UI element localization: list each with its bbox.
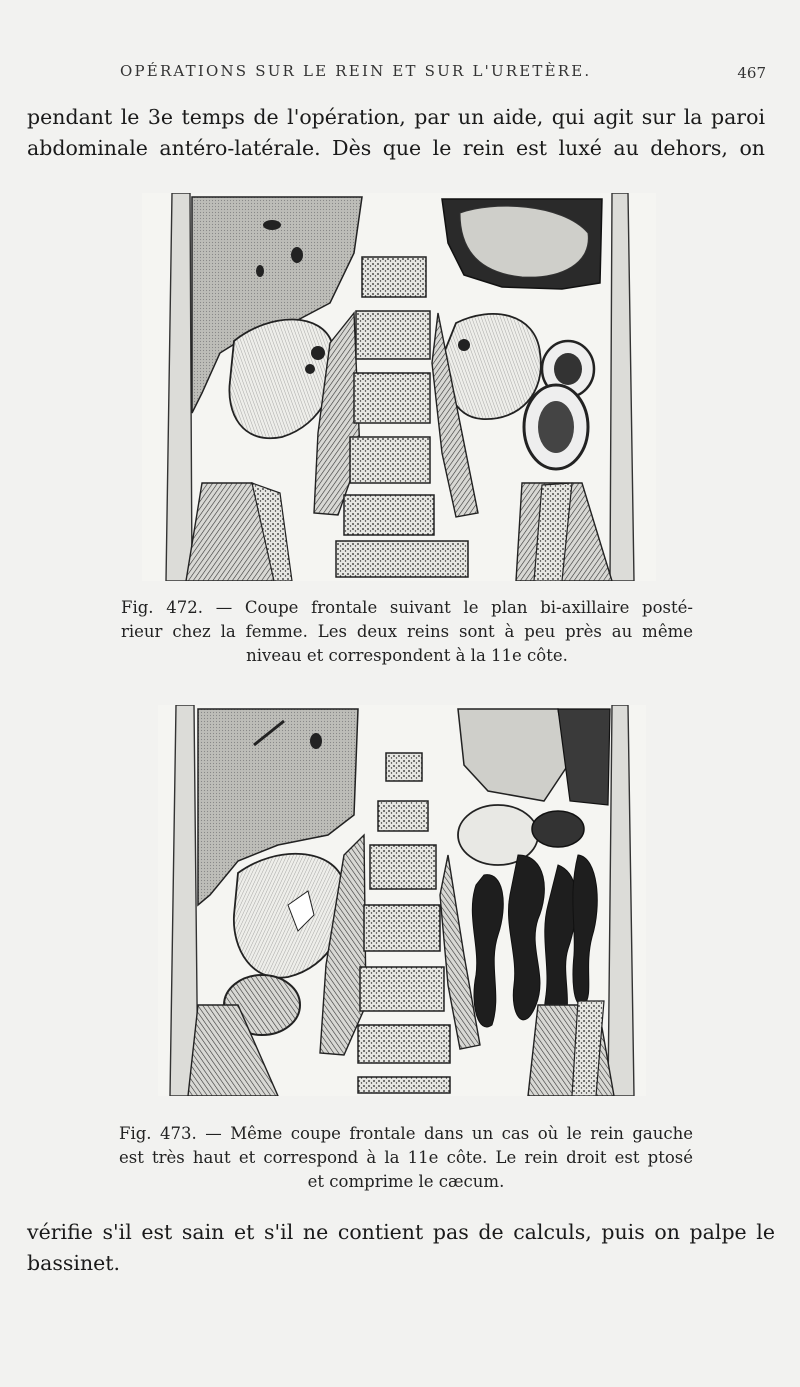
page-number: 467 <box>737 64 766 82</box>
figure-473-illustration <box>158 705 646 1096</box>
caption-line: et comprime le cæcum. <box>307 1172 505 1191</box>
text-line: bassinet. <box>27 1251 121 1275</box>
caption-line: Fig. 473. — Même coupe frontale dans un cas où le rein gauche <box>119 1124 693 1143</box>
caption-line: Fig. 472. — Coupe frontale suivant le plan bi-axillaire posté- <box>121 598 693 617</box>
figure-473-caption <box>119 1122 693 1194</box>
text-line: pendant le 3e temps de l'opération, par un aide, qui agit sur la paroi <box>27 105 765 129</box>
figure-472-illustration <box>142 193 656 581</box>
paragraph-top <box>27 102 765 164</box>
figure-472-caption <box>121 596 693 668</box>
running-title: OPÉRATIONS SUR LE REIN ET SUR L'URETÈRE. <box>120 62 592 80</box>
caption-line: niveau et correspondent à la 11e côte. <box>246 646 568 665</box>
paragraph-bottom <box>27 1217 775 1279</box>
caption-line: est très haut et correspond à la 11e côte. Le rein droit est ptosé <box>119 1148 693 1167</box>
running-head <box>0 62 800 86</box>
text-line: vérifie s'il est sain et s'il ne contient pas de calculs, puis on palpe le <box>27 1220 775 1244</box>
caption-line: rieur chez la femme. Les deux reins sont à peu près au même <box>121 622 693 641</box>
text-line: abdominale antéro-latérale. Dès que le rein est luxé au dehors, on <box>27 136 765 160</box>
